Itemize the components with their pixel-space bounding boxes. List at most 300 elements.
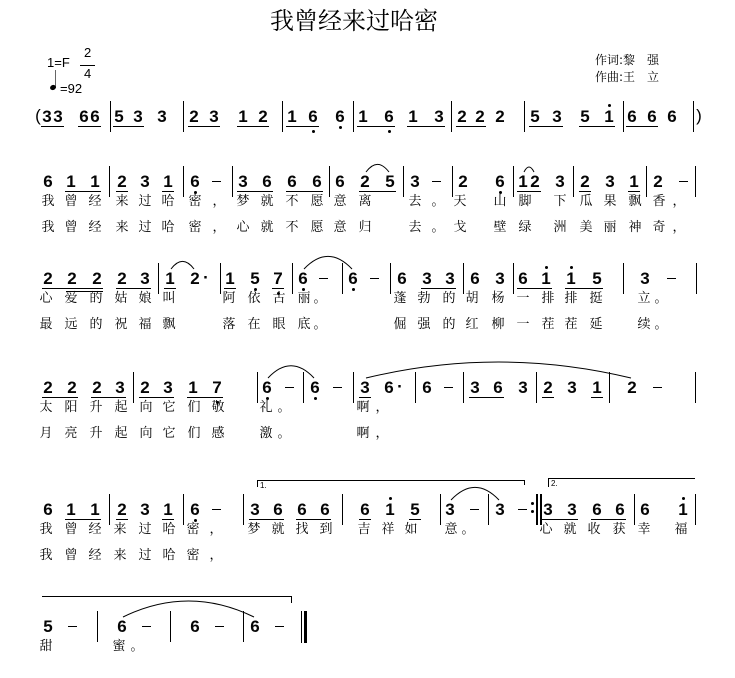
note: 5	[43, 617, 53, 636]
lyric-char: 杨	[491, 291, 505, 306]
lyric-char: 不	[285, 220, 299, 235]
note: 3	[567, 500, 577, 519]
note: 1	[188, 378, 198, 397]
lyric-char: 我	[41, 194, 55, 209]
lyric-char: 离	[358, 194, 372, 209]
lyric-char: 来	[113, 522, 127, 537]
lyric-char: 。	[431, 220, 445, 235]
open-parenthesis: (	[35, 106, 41, 125]
lyric-char: 立	[637, 291, 651, 306]
lyric-char: 曾	[64, 194, 78, 209]
sustain-dash	[275, 626, 284, 627]
barline	[451, 101, 452, 132]
note: 6	[310, 378, 320, 397]
note: 6	[190, 500, 200, 519]
high-octave-dot	[608, 104, 611, 107]
underline-beam	[359, 191, 396, 192]
lyric-char: 果	[603, 194, 617, 209]
barline	[243, 494, 244, 525]
lyric-char: 在	[247, 317, 261, 332]
lyric-char: 们	[187, 400, 201, 415]
underline-beam	[359, 519, 371, 520]
lyric-char: 们	[187, 426, 201, 441]
barline	[342, 494, 343, 525]
lyric-char: 叫	[162, 291, 176, 306]
high-octave-dot	[389, 497, 392, 500]
lyric-char: 经	[88, 522, 102, 537]
lyric-char: 向	[139, 400, 153, 415]
barline	[646, 166, 647, 197]
underline-beam	[296, 519, 331, 520]
note: 2	[627, 378, 637, 397]
lyric-char: 瓜	[579, 194, 593, 209]
lyric-char: 就	[260, 220, 274, 235]
lyric-char: 如	[404, 522, 418, 537]
lyric-char: 飘	[162, 317, 176, 332]
lyric-char: 密	[188, 194, 202, 209]
barline	[109, 494, 110, 525]
note: 2	[530, 172, 540, 191]
lyric-char: 丽	[603, 220, 617, 235]
note: 5	[385, 172, 395, 191]
note: 2	[190, 269, 200, 288]
note: 6	[250, 617, 260, 636]
lyric-char: 香	[652, 194, 666, 209]
sustain-dash	[319, 278, 328, 279]
lyric-char: 落	[222, 317, 236, 332]
note: 6	[287, 172, 297, 191]
note: 1	[541, 269, 551, 288]
note: 6	[667, 107, 677, 126]
low-octave-dot	[352, 288, 355, 291]
slur	[366, 362, 631, 378]
lyric-char: 的	[89, 317, 103, 332]
lyric-char: 的	[89, 291, 103, 306]
note: 5	[592, 269, 602, 288]
note: 2	[92, 378, 102, 397]
barline	[536, 372, 537, 403]
augmentation-dot: ·	[203, 268, 209, 287]
underline-beam	[42, 288, 103, 289]
underline-beam	[237, 191, 273, 192]
lyric-char: 福	[138, 317, 152, 332]
underline-beam	[249, 519, 284, 520]
lyric-char: 梦	[247, 522, 261, 537]
barline	[183, 101, 184, 132]
note: 1	[165, 269, 175, 288]
underline-beam	[286, 191, 323, 192]
lyric-char: 啊	[356, 400, 370, 415]
lyric-char: 就	[260, 194, 274, 209]
note: 3	[157, 107, 167, 126]
lyric-char: 。	[654, 317, 668, 332]
lyric-char: 过	[138, 194, 152, 209]
lyric-char: 最	[39, 317, 53, 332]
lyric-char: 蓬	[393, 291, 407, 306]
note: 3	[250, 500, 260, 519]
lyric-char: 阳	[64, 400, 78, 415]
note: 2	[258, 107, 268, 126]
lyric-char: 哈	[161, 194, 175, 209]
sustain-dash	[518, 509, 527, 510]
lyric-char: 祥	[381, 522, 395, 537]
lyric-char: 愿	[310, 220, 324, 235]
note: 2	[580, 172, 590, 191]
underline-beam	[42, 397, 78, 398]
lyric-char: ，	[375, 400, 389, 415]
lyric-char: 找	[295, 522, 309, 537]
note: 1	[287, 107, 297, 126]
lyric-char: 哈	[161, 220, 175, 235]
barline	[695, 372, 696, 403]
note: 6	[422, 378, 432, 397]
lyric-char: 礼	[259, 400, 273, 415]
lyric-char: 经	[88, 194, 102, 209]
note: 3	[518, 378, 528, 397]
note: 2	[117, 269, 127, 288]
lyric-char: 红	[465, 317, 479, 332]
lyric-char: 续	[637, 317, 651, 332]
time-signature-numerator: 2	[84, 45, 92, 60]
lyric-char: 起	[114, 426, 128, 441]
note: 3	[495, 269, 505, 288]
underline-beam	[65, 519, 101, 520]
sustain-dash	[215, 626, 224, 627]
note: 6	[384, 107, 394, 126]
sustain-dash	[68, 626, 77, 627]
note: 6	[335, 172, 345, 191]
sustain-dash	[679, 181, 688, 182]
underline-beam	[565, 288, 603, 289]
lyric-char: 它	[162, 400, 176, 415]
repeat-dot	[531, 502, 534, 505]
lyric-char: 来	[113, 548, 127, 563]
note: 6	[43, 500, 53, 519]
sustain-dash	[285, 387, 294, 388]
barline	[390, 263, 391, 294]
note: 1	[90, 500, 100, 519]
note: 3	[53, 107, 63, 126]
underline-beam	[188, 126, 220, 127]
slur	[451, 487, 499, 500]
note: 3	[552, 107, 562, 126]
note: 3	[555, 172, 565, 191]
lyric-char: 密	[186, 522, 200, 537]
slur	[304, 256, 352, 269]
underline-beam	[591, 519, 626, 520]
note: 6	[592, 500, 602, 519]
lyric-char: 美	[579, 220, 593, 235]
note: 6	[320, 500, 330, 519]
high-octave-dot	[570, 266, 573, 269]
lyric-char: 一	[516, 291, 530, 306]
note: 2	[360, 172, 370, 191]
underline-beam	[359, 397, 371, 398]
underline-beam	[409, 519, 421, 520]
note: 3	[445, 269, 455, 288]
underline-beam	[517, 191, 541, 192]
barline	[109, 166, 110, 197]
underline-beam	[407, 126, 445, 127]
note: 6	[495, 172, 505, 191]
lyric-char: 我	[39, 548, 53, 563]
lyric-char: 胡	[465, 291, 479, 306]
underline-beam	[542, 397, 554, 398]
underline-beam	[421, 288, 456, 289]
lyric-char: 飘	[628, 194, 642, 209]
lyric-char: 到	[319, 522, 333, 537]
underline-beam	[78, 126, 101, 127]
slur	[268, 366, 314, 378]
lyric-char: 。	[313, 317, 327, 332]
lyric-char: ，	[375, 426, 389, 441]
underline-beam	[579, 191, 591, 192]
note: 3	[238, 172, 248, 191]
lyric-char: 月	[39, 426, 53, 441]
repeat-barline	[536, 494, 538, 525]
note: 2	[43, 378, 53, 397]
lyric-char: 收	[587, 522, 601, 537]
lyric-char: 它	[162, 426, 176, 441]
low-octave-dot	[314, 397, 317, 400]
barline	[303, 372, 304, 403]
lyric-char: 洲	[553, 220, 567, 235]
note: 3	[163, 378, 173, 397]
note: 6	[190, 172, 200, 191]
underline-beam	[542, 519, 578, 520]
note: 6	[117, 617, 127, 636]
note: 2	[117, 500, 127, 519]
lyric-char: 远	[64, 317, 78, 332]
time-signature-denominator: 4	[84, 66, 92, 81]
underline-beam	[286, 126, 319, 127]
note: 2	[43, 269, 53, 288]
lyric-char: 去	[408, 220, 422, 235]
note: 2	[458, 172, 468, 191]
lyric-char: 排	[541, 291, 555, 306]
lyric-char: 强	[417, 317, 431, 332]
lyric-char: 。	[130, 639, 144, 654]
note: 5	[114, 107, 124, 126]
barline	[693, 101, 694, 132]
underline-beam	[626, 126, 658, 127]
underline-beam	[116, 191, 128, 192]
barline	[183, 494, 184, 525]
lyric-char: 哈	[162, 548, 176, 563]
lyric-char: 去	[408, 194, 422, 209]
lyric-char: 壁	[493, 220, 507, 235]
sustain-dash	[653, 387, 662, 388]
lyric-char: ，	[212, 220, 226, 235]
lyric-char: 脚	[518, 194, 532, 209]
barline	[488, 494, 489, 525]
lyric-char: 曾	[64, 548, 78, 563]
note: 6	[273, 500, 283, 519]
lyric-char: 密	[188, 220, 202, 235]
lyric-char: 啊	[356, 426, 370, 441]
underline-beam	[591, 397, 603, 398]
lyric-char: 亮	[64, 426, 78, 441]
quarter-note-head	[49, 84, 56, 91]
note: 7	[273, 269, 283, 288]
augmentation-dot: ·	[397, 377, 403, 396]
lyric-char: ，	[209, 522, 223, 537]
note: 3	[434, 107, 444, 126]
barline	[695, 494, 696, 525]
lyric-char: 曾	[64, 220, 78, 235]
note: 3	[567, 378, 577, 397]
tempo-value: =92	[60, 81, 83, 96]
note: 6	[312, 172, 322, 191]
sustain-dash	[667, 278, 676, 279]
lyric-char: 蜜	[112, 639, 126, 654]
barline	[513, 263, 514, 294]
note: 6	[190, 617, 200, 636]
sustain-dash	[370, 278, 379, 279]
lyric-char: 经	[88, 548, 102, 563]
lyricist-credit: 作词:黎 强	[595, 53, 660, 67]
note: 3	[470, 378, 480, 397]
sustain-dash	[212, 509, 221, 510]
underline-beam	[162, 191, 174, 192]
barline	[609, 372, 610, 403]
lyric-char: 阿	[222, 291, 236, 306]
note: 6	[262, 172, 272, 191]
note: 6	[518, 269, 528, 288]
note: 6	[397, 269, 407, 288]
volta-bracket-tick	[524, 480, 525, 485]
lyric-char: 向	[139, 426, 153, 441]
note: 3	[422, 269, 432, 288]
note: 3	[605, 172, 615, 191]
note: 1	[678, 500, 688, 519]
barline	[110, 101, 111, 132]
note: 5	[530, 107, 540, 126]
note: 1	[408, 107, 418, 126]
barline	[158, 263, 159, 294]
note: 6	[470, 269, 480, 288]
key-signature: 1=F	[47, 55, 70, 70]
barline	[403, 166, 404, 197]
note: 2	[67, 269, 77, 288]
lyric-char: 勃	[417, 291, 431, 306]
lyric-char: 幸	[637, 522, 651, 537]
barline	[183, 166, 184, 197]
barline	[415, 372, 416, 403]
sustain-dash	[142, 626, 151, 627]
lyric-char: 奇	[652, 220, 666, 235]
note: 7	[212, 378, 222, 397]
note: 3	[640, 269, 650, 288]
lyric-char: 吉	[357, 522, 371, 537]
volta-bracket-tick	[257, 480, 258, 487]
lyric-char: 升	[89, 400, 103, 415]
barline	[220, 263, 221, 294]
barline	[573, 166, 574, 197]
note: 6	[360, 500, 370, 519]
lyric-char: 底	[297, 317, 311, 332]
barline	[353, 101, 354, 132]
composer-credit: 作曲:王 立	[595, 70, 660, 84]
underline-beam	[628, 191, 640, 192]
low-octave-dot	[388, 130, 391, 133]
slur	[123, 601, 254, 617]
note: 6	[647, 107, 657, 126]
lyric-char: 。	[654, 291, 668, 306]
underline-beam	[113, 126, 144, 127]
lyric-char: 意	[444, 522, 458, 537]
lyric-char: 归	[358, 220, 372, 235]
lyric-char: 。	[277, 426, 291, 441]
note: 6	[43, 172, 53, 191]
slur	[171, 261, 194, 269]
lyric-char: 挺	[589, 291, 603, 306]
lyric-char: 古	[272, 291, 286, 306]
final-barline-thin	[301, 611, 302, 643]
note: 3	[140, 269, 150, 288]
note: 1	[604, 107, 614, 126]
note: 3	[133, 107, 143, 126]
note: 1	[163, 500, 173, 519]
high-octave-dot	[545, 266, 548, 269]
volta-label: 2.	[551, 479, 558, 488]
lyric-char: 起	[114, 400, 128, 415]
note: 6	[627, 107, 637, 126]
lyric-char: 来	[115, 220, 129, 235]
lyric-char: 不	[285, 194, 299, 209]
barline	[463, 263, 464, 294]
repeat-dot	[531, 510, 534, 513]
lyric-char: 就	[271, 522, 285, 537]
lyric-char: 姑	[114, 291, 128, 306]
barline	[292, 263, 293, 294]
lyric-char: ，	[212, 194, 226, 209]
low-octave-dot	[339, 126, 342, 129]
note: 3	[410, 172, 420, 191]
underline-beam	[187, 397, 223, 398]
underline-beam	[41, 126, 64, 127]
note: 1	[566, 269, 576, 288]
barline	[440, 494, 441, 525]
lyric-char: 倔	[393, 317, 407, 332]
underline-beam	[579, 126, 615, 127]
lyric-char: 祝	[114, 317, 128, 332]
note: 2	[653, 172, 663, 191]
lyric-char: 绿	[518, 220, 532, 235]
lyric-char: 。	[461, 522, 475, 537]
lyric-char: 延	[589, 317, 603, 332]
sustain-dash	[444, 387, 453, 388]
underline-beam	[224, 288, 236, 289]
note: 3	[495, 500, 505, 519]
close-parenthesis: )	[696, 106, 702, 125]
barline	[452, 166, 453, 197]
barline	[243, 611, 244, 642]
note: 1	[66, 500, 76, 519]
lyric-char: ，	[672, 194, 686, 209]
lyric-char: 神	[628, 220, 642, 235]
lyric-char: 茬	[541, 317, 555, 332]
underline-beam	[164, 288, 176, 289]
volta-bracket	[42, 596, 292, 597]
lyric-char: 的	[442, 291, 456, 306]
sustain-dash	[470, 509, 479, 510]
note: 2	[189, 107, 199, 126]
volta-bracket-tick	[291, 596, 292, 603]
note: 6	[348, 269, 358, 288]
note: 6	[298, 269, 308, 288]
note: 2	[140, 378, 150, 397]
